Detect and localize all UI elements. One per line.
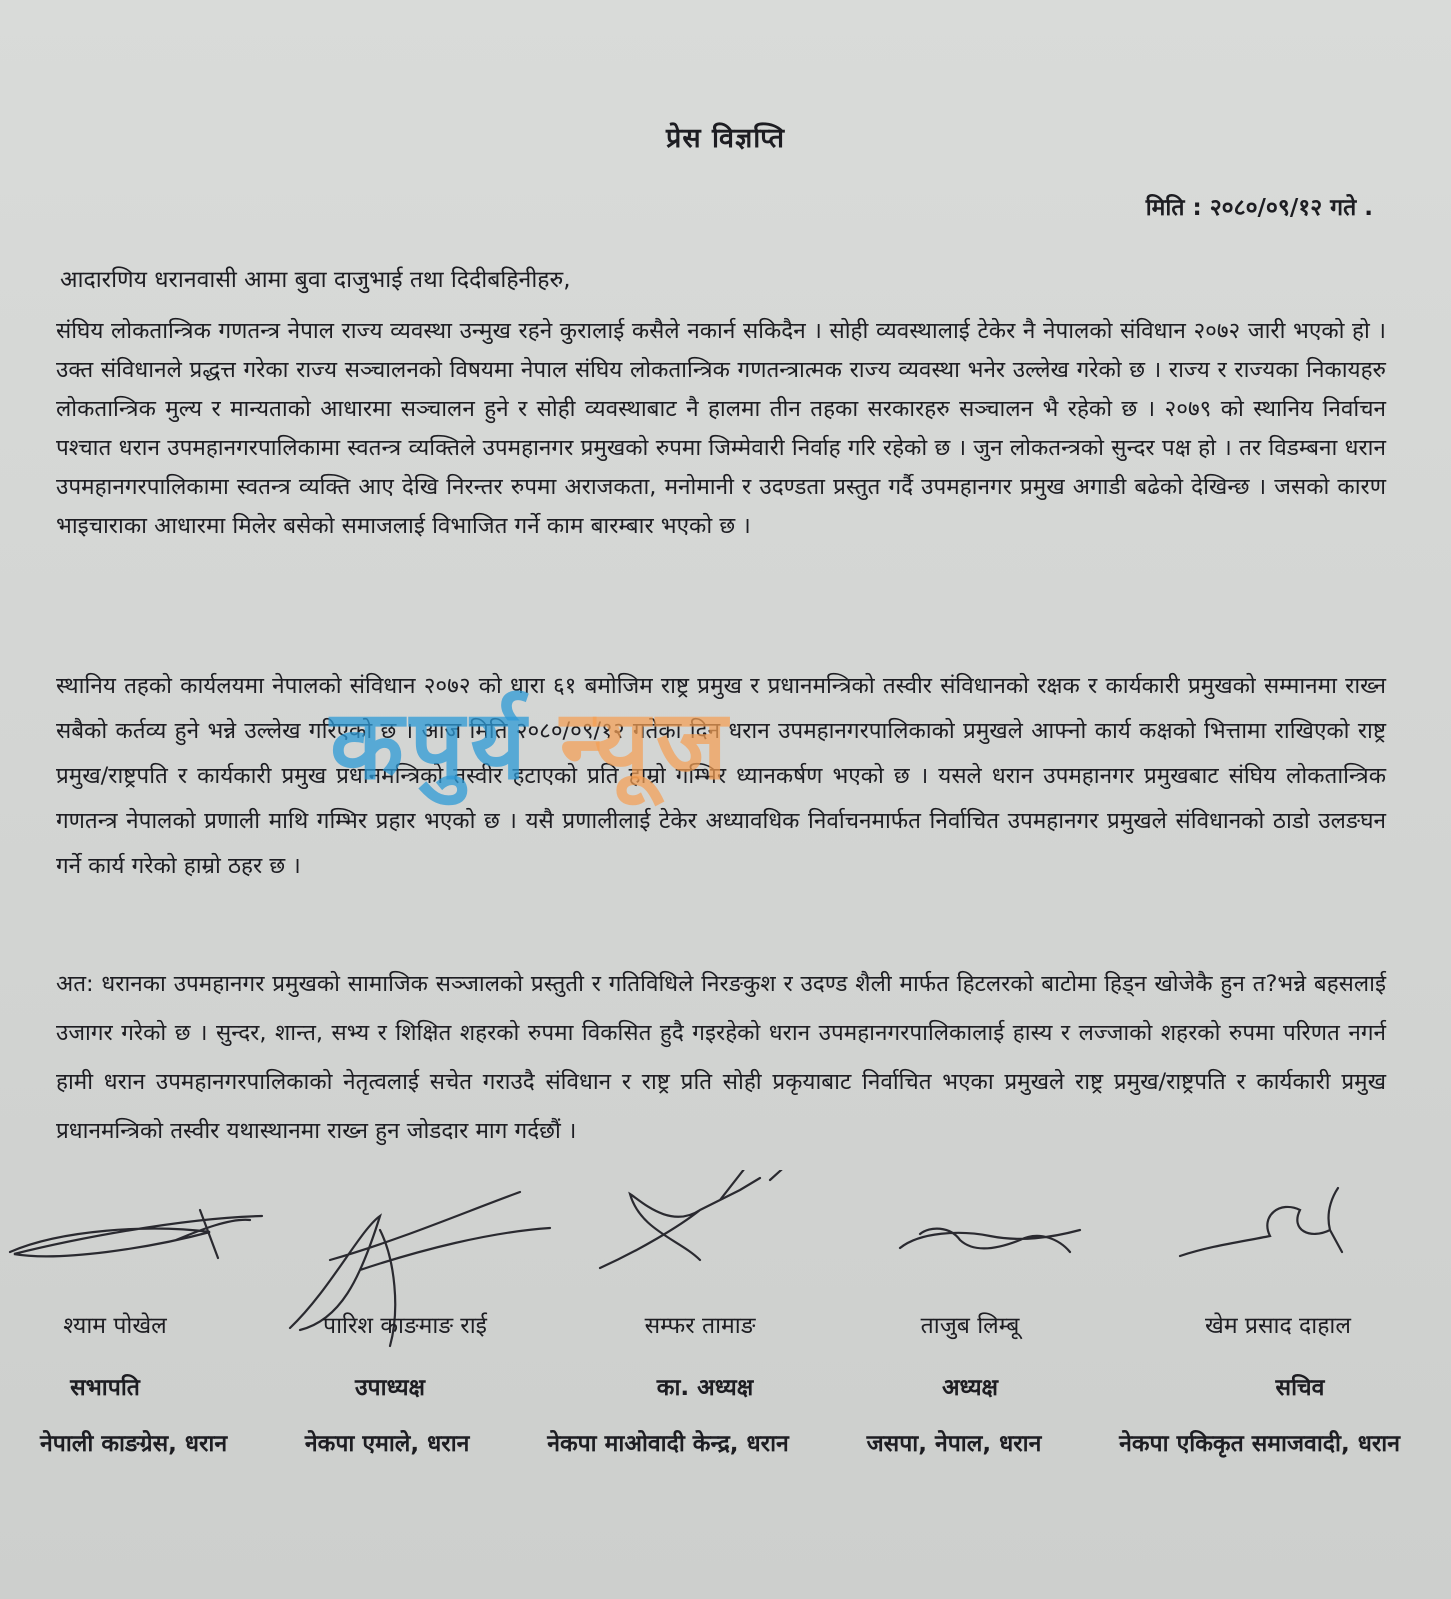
paragraph-2: स्थानिय तहको कार्यलयमा नेपालको संविधान २०७२ को धारा ६१ बमोजिम राष्ट्र प्रमुख र प्रधानमन्त्रिको तस्वीर संविधानको रक्षक र कार्यकारी प्रमुखको सम्मानमा राख्न सबैको कर्तव्य हुने भन्ने उल्लेख गरिएको छ । आज मिति २०८०/०९/१२ गतेका दिन धरान उपमहानगरपालिकाको प्रमुखले आफ्नो कार्य कक्षको भित्तामा राखिएको राष्ट्र प्रमुख/राष्ट्रपति र कार्यकारी प्रमुख प्रधानमन्त्रिको तस्वीर हटाएको प्रति हाम्रो गम्भिर ध्यानकर्षण भएको छ । यसले धरान उपमहानगर प्रमुखबाट संघिय लोकतान्त्रिक गणतन्त्र नेपालको प्रणाली माथि गम्भिर प्रहार भएको छ । यसै प्रणालीलाई टेकेर अध्यावधिक निर्वाचनमार्फत निर्वाचित उपमहानगर प्रमुखले संविधानको ठाडो उलङघन गर्ने कार्य गरेको हाम्रो ठहर छ । <box>56 673 1386 879</box>
party-org: नेकपा एमाले, धरान <box>304 1431 470 1457</box>
signatory-name: ताजुब लिम्बू <box>920 1313 1020 1339</box>
document-title: प्रेस विज्ञप्ति <box>665 123 786 154</box>
watermark-part-a: कपुर्य <box>330 689 532 801</box>
signatory-role: उपाध्यक्ष <box>354 1375 426 1401</box>
paragraph-1: संघिय लोकतान्त्रिक गणतन्त्र नेपाल राज्य व्यवस्था उन्मुख रहने कुरालाई कसैले नकार्न सकिदैन । सोही व्यवस्थालाई टेकेर नै नेपालको संविधान २०७२ जारी भएको हो । उक्त संविधानले प्रद्धत्त गरेका राज्य सञ्चालनको विषयमा नेपाल संघिय लोकतान्त्रिक गणतन्त्रात्मक राज्य व्यवस्था भनेर उल्लेख गरेको छ । राज्य र राज्यका निकायहरु लोकतान्त्रिक मुल्य र मान्यताको आधारमा सञ्चालन हुने र सोही व्यवस्थाबाट नै हालमा तीन तहका सरकारहरु सञ्चालन भै रहेको छ । २०७९ को स्थानिय निर्वाचन पश्चात धरान उपमहानगरपालिकामा स्वतन्त्र व्यक्तिले उपमहानगर प्रमुखको रुपमा जिम्मेवारी निर्वाह गरि रहेको छ । जुन लोकतन्त्रको सुन्दर पक्ष हो । तर विडम्बना धरान उपमहानगरपालिकामा स्वतन्त्र व्यक्ति आए देखि निरन्तर रुपमा अराजकता, मनोमानी र उदण्डता प्रस्तुत गर्दै उपमहानगर प्रमुख अगाडी बढेको देखिन्छ । जसको कारण भाइचाराका आधारमा मिलेर बसेको समाजलाई विभाजित गर्ने काम बारम्बार भएको छ । <box>56 318 1386 539</box>
signature-1 <box>10 1210 262 1258</box>
signatory-role: सचिव <box>1275 1375 1325 1401</box>
document-date: मिति : २०८०/०९/१२ गते . <box>1145 195 1373 221</box>
signatory-name: श्याम पोखेल <box>63 1313 167 1339</box>
signatory-name: सम्फर तामाङ <box>644 1313 756 1339</box>
signatory-role: अध्यक्ष <box>941 1375 999 1401</box>
party-org: नेकपा एकिकृत समाजवादी, धरान <box>1119 1431 1400 1457</box>
party-organizations <box>40 1426 1400 1458</box>
signatory-name: खेम प्रसाद दाहाल <box>1205 1313 1351 1339</box>
paragraph-3: अत: धरानका उपमहानगर प्रमुखको सामाजिक सञ्जालको प्रस्तुती र गतिविधिले निरङकुश र उदण्ड शैली मार्फत हिटलरको बाटोमा हिड्न खोजेकै हुन त?भन्ने बहसलाई उजागर गरेको छ । सुन्दर, शान्त, सभ्य र शिक्षित शहरको रुपमा विकसित हुदै गइरहेको धरान उपमहानगरपालिकालाई हास्य र लज्जाको शहरको रुपमा परिणत नगर्न हामी धरान उपमहानगरपालिकाको नेतृत्वलाई सचेत गराउदै संविधान र राष्ट्र प्रति सोही प्रकृयाबाट निर्वाचित भएका प्रमुखले राष्ट्र प्रमुख/राष्ट्रपति र कार्यकारी प्रमुख प्रधानमन्त्रिको तस्वीर यथास्थानमा राख्न हुन जोडदार माग गर्दछौं । <box>56 971 1386 1144</box>
signature-5 <box>1180 1188 1342 1256</box>
watermark-part-b: न्यूज <box>559 689 734 801</box>
signature-4 <box>900 1229 1080 1252</box>
news-watermark <box>330 676 733 807</box>
salutation: आदारणिय धरानवासी आमा बुवा दाजुभाई तथा दिदीबहिनीहरु, <box>60 267 571 293</box>
signature-block <box>0 1170 1451 1430</box>
signatory-name: पारिश काङमाङ राई <box>323 1313 487 1339</box>
signatory-role: का. अध्यक्ष <box>656 1375 754 1401</box>
party-org: जसपा, नेपाल, धरान <box>866 1431 1042 1457</box>
signatory-role: सभापति <box>70 1375 140 1401</box>
signature-3 <box>600 1170 790 1268</box>
party-org: नेकपा माओवादी केन्द्र, धरान <box>547 1431 789 1457</box>
party-org: नेपाली काङग्रेस, धरान <box>40 1431 228 1457</box>
